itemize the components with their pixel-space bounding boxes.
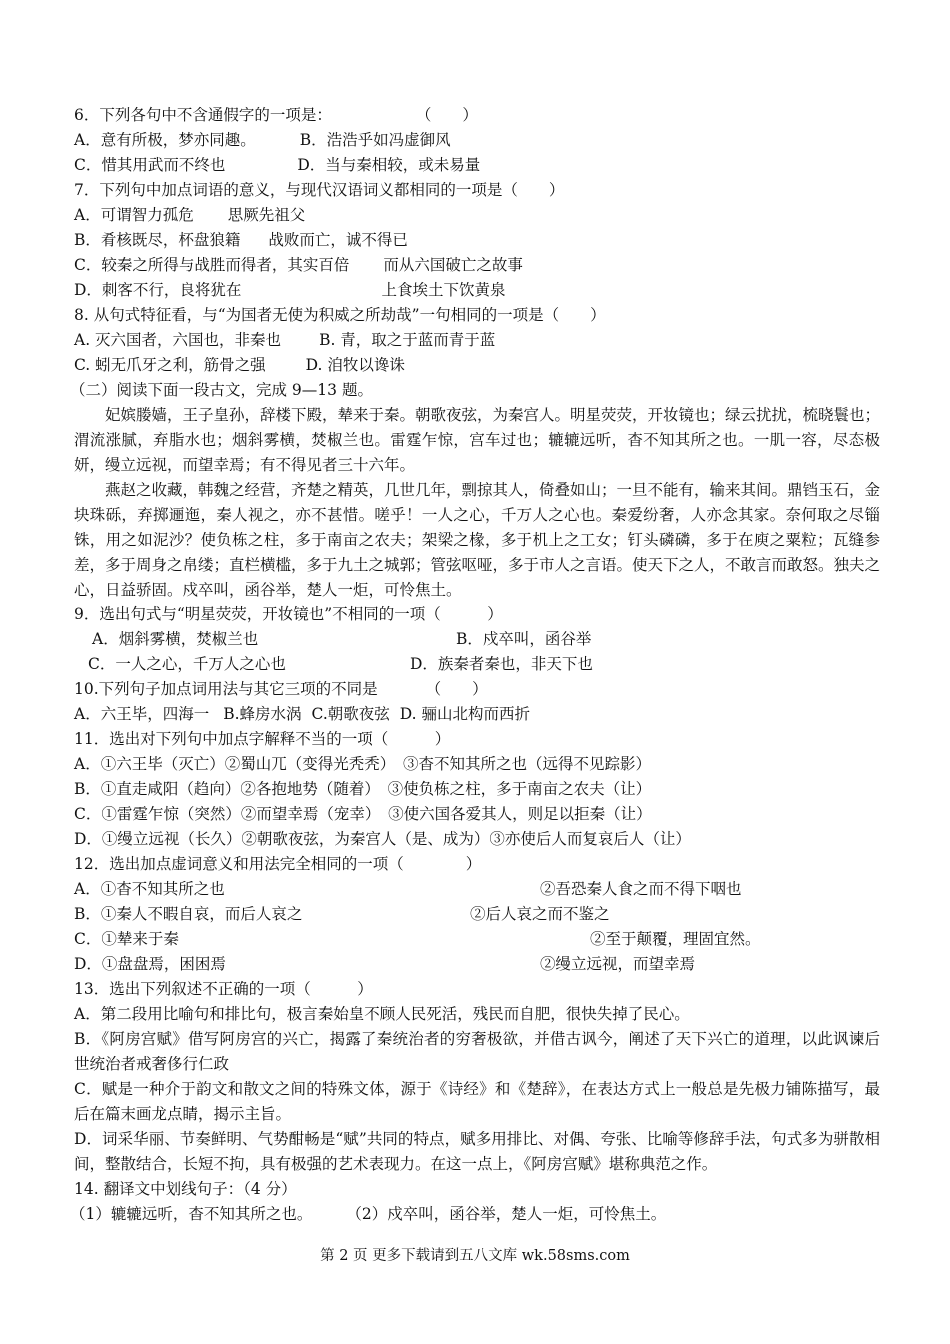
q8-options-ab — [74, 328, 880, 352]
q9-stem: 9．选出句式与“明星荧荧，开妆镜也”不相同的一项（ ） — [74, 605, 503, 623]
q8-option-a: A. 灭六国者，六国也，非秦也 — [74, 331, 282, 349]
q7-option-a — [74, 203, 880, 227]
q10-option-d: D. 骊山北构而西折 — [399, 705, 531, 723]
q6-option-a: A．意有所极，梦亦同趣。 — [74, 131, 256, 149]
q10-stem-line — [74, 677, 880, 701]
q9-option-a: A．烟斜雾横，焚椒兰也 — [92, 630, 259, 648]
q8-stem: 8. 从句式特征看，与“为国者无使为积威之所劫哉”一句相同的一项是（ ） — [74, 306, 606, 324]
q9-option-c: C．一人之心，千万人之心也 — [88, 655, 286, 673]
q11-option-b: B．①直走咸阳（趋向）②各抱地势（随着） ③使负栋之柱，多于南亩之农夫（让） — [74, 780, 652, 798]
q11-option-c: C．①雷霆乍惊（突然）②而望幸焉（宠幸） ③使六国各爱其人，则足以拒秦（让） — [74, 805, 652, 823]
q10-option-b: B.蜂房水涡 — [223, 705, 302, 723]
q11-option-a: A．①六王毕（灭亡）②蜀山兀（变得光秃秃） ③杳不知其所之也（远得不见踪影） — [74, 755, 651, 773]
q10-stem: 10.下列句子加点词用法与其它三项的不同是 — [74, 680, 378, 698]
q7-c-part2: 而从六国破亡之故事 — [383, 256, 523, 274]
q7-b-part2: 战败而亡，诚不得已 — [268, 231, 408, 249]
q14-sentence-2: （2）戍卒叫，函谷举，楚人一炬，可怜焦土。 — [346, 1205, 667, 1223]
q6-paren: （ ） — [415, 106, 478, 124]
q8-options-cd — [74, 353, 880, 377]
q7-d-part1: D．刺客不行，良将犹在 — [74, 281, 242, 299]
q7-c-part1: C．较秦之所得与战胜而得者，其实百倍 — [74, 256, 350, 274]
q12-stem: 12．选出加点虚词意义和用法完全相同的一项（ ） — [74, 855, 482, 873]
q6-option-c: C．惜其用武而不终也 — [74, 156, 226, 174]
q8-option-c: C. 蚓无爪牙之利，筋骨之强 — [74, 356, 266, 374]
q12-option-c-1: C．①辇来于秦 — [74, 930, 179, 948]
page-footer: 第 2 页 更多下载请到五八文库 wk.58sms.com — [320, 1248, 630, 1264]
q6-option-b: B．浩浩乎如冯虚御风 — [299, 131, 451, 149]
q13-option-c: C．赋是一种介于韵文和散文之间的特殊文体，源于《诗经》和《楚辞》，在表达方式上一般总是先极力铺陈描写，最后在篇末画龙点睛，揭示主旨。 — [74, 1080, 880, 1123]
q7-b-part1: B．肴核既尽，杯盘狼籍 — [74, 231, 241, 249]
q7-option-d — [74, 278, 880, 302]
q12-option-a-1: A．①杳不知其所之也 — [74, 880, 225, 898]
q13-option-a: A．第二段用比喻句和排比句，极言秦始皇不顾人民死活，残民而自肥，很快失掉了民心。 — [74, 1005, 690, 1023]
q10-option-c: C.朝歌夜弦 — [311, 705, 390, 723]
section-heading: （二）阅读下面一段古文，完成 9—13 题。 — [70, 381, 373, 399]
q6-option-d: D．当与秦相较，或未易量 — [297, 156, 481, 174]
q12-option-d-2: ②缦立远视，而望幸焉 — [540, 955, 696, 973]
q6-options-ab — [74, 128, 880, 152]
q7-option-c — [74, 253, 880, 277]
q10-option-a: A．六王毕，四海一 — [74, 705, 210, 723]
q8-option-d: D. 洎牧以谗诛 — [305, 356, 405, 374]
q11-stem: 11．选出对下列句中加点字解释不当的一项（ ） — [74, 730, 451, 748]
q12-option-d-1: D．①盘盘焉，困困焉 — [74, 955, 226, 973]
q13-option-d: D．词采华丽、节奏鲜明、气势酣畅是“赋”共同的特点，赋多用排比、对偶、夸张、比喻等修辞手法，句式多为骈散相间，整散结合，长短不拘，具有极强的艺术表现力。在这一点上，《阿房宫赋》堪称典范之作。 — [74, 1130, 880, 1173]
q7-d-part2: 上食埃土下饮黄泉 — [381, 281, 506, 299]
passage-paragraph-1: 妃嫔媵嫱，王子皇孙，辞楼下殿，辇来于秦。朝歌夜弦，为秦宫人。明星荧荧，开妆镜也；绿云扰扰，梳晓鬟也；渭流涨腻，弃脂水也；烟斜雾横，焚椒兰也。雷霆乍惊，宫车过也；辘辘远听，杳不知其所之也。一肌一容，尽态极妍，缦立远视，而望幸焉；有不得见者三十六年。 — [74, 406, 881, 474]
q7-a-part2: 思厥先祖父 — [227, 206, 306, 224]
q6-options-cd — [74, 153, 880, 177]
q12-option-b-1: B．①秦人不暇自哀，而后人哀之 — [74, 905, 303, 923]
q12-option-c-2: ②至于颠覆，理固宜然。 — [590, 930, 761, 948]
q7-a-part1: A．可谓智力孤危 — [74, 206, 194, 224]
q9-option-d: D．族秦者秦也，非天下也 — [410, 655, 593, 673]
q12-option-a-2: ②吾恐秦人食之而不得下咽也 — [540, 880, 742, 898]
q6-stem: 6．下列各句中不含通假字的一项是： — [74, 106, 332, 124]
passage-paragraph-2: 燕赵之收藏，韩魏之经营，齐楚之精英，几世几年，剽掠其人，倚叠如山；一旦不能有，输来其间。鼎铛玉石，金块珠砾，弃掷逦迤，秦人视之，亦不甚惜。嗟乎！一人之心，千万人之心也。秦爱纷奢，人亦念其家。奈何取之尽锱铢，用之如泥沙？使负栋之柱，多于南亩之农夫；架梁之椽，多于机上之工女；钉头磷磷，多于在庾之粟粒；瓦缝参差，多于周身之帛缕；直栏横槛，多于九土之城郭；管弦呕哑，多于市人之言语。使天下之人，不敢言而敢怒。独夫之心，日益骄固。戍卒叫，函谷举，楚人一炬，可怜焦土。 — [74, 481, 881, 599]
q14-sentence-1: （1）辘辘远听，杳不知其所之也。 — [70, 1205, 313, 1223]
q7-option-b — [74, 228, 880, 252]
q6-stem-line — [74, 103, 880, 127]
q13-stem: 13．选出下列叙述不正确的一项（ ） — [74, 980, 373, 998]
q7-stem: 7．下列句中加点词语的意义，与现代汉语词义都相同的一项是（ ） — [74, 181, 565, 199]
q13-option-b: B．《阿房宫赋》借写阿房宫的兴亡，揭露了秦统治者的穷奢极欲，并借古讽今，阐述了天下兴亡的道理，以此讽谏后世统治者戒奢侈行仁政 — [74, 1030, 880, 1073]
q9-option-b: B．戍卒叫，函谷举 — [456, 630, 592, 648]
q10-options — [74, 702, 880, 726]
q8-option-b: B. 青，取之于蓝而青于蓝 — [319, 331, 496, 349]
q10-paren: （ ） — [425, 680, 488, 698]
q14-sentences — [70, 1202, 876, 1226]
q14-stem: 14. 翻译文中划线句子：（4 分） — [74, 1180, 297, 1198]
q11-option-d: D．①缦立远视（长久）②朝歌夜弦，为秦宫人（是、成为）③亦使后人而复哀后人（让） — [74, 830, 691, 848]
q12-option-b-2: ②后人哀之而不鉴之 — [470, 905, 610, 923]
